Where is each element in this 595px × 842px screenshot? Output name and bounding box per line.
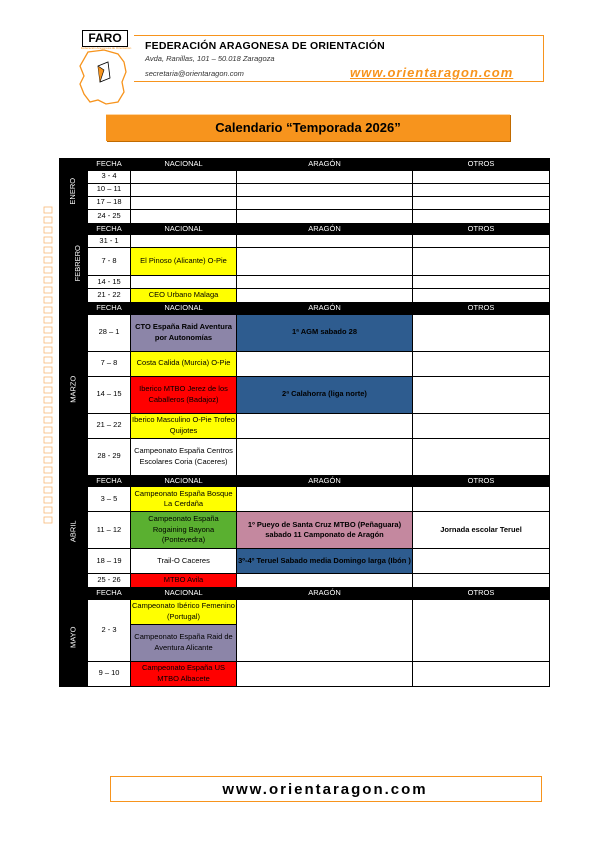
page-title: Calendario “Temporada 2026” — [215, 120, 401, 135]
date-cell: 7 - 8 — [88, 248, 131, 276]
date-cell: 11 – 12 — [88, 512, 131, 549]
aragon-cell — [237, 599, 413, 661]
nacional-cell: MTBO Avila — [131, 574, 237, 588]
col-aragon: ARAGÓN — [237, 475, 413, 487]
table-row — [60, 438, 550, 475]
table-row — [60, 209, 550, 223]
date-cell: 10 – 11 — [88, 183, 131, 196]
col-nacional: NACIONAL — [131, 223, 237, 235]
nacional-cell: Campeonato España Centros Escolares Coria (Caceres) — [131, 438, 237, 475]
aragon-cell — [237, 196, 413, 209]
date-cell: 14 - 15 — [88, 276, 131, 289]
otros-cell — [413, 487, 550, 512]
month-label: MAYO — [60, 588, 88, 687]
date-cell: 28 – 1 — [88, 314, 131, 351]
calendar-table — [59, 158, 550, 687]
otros-cell — [413, 170, 550, 183]
calendar-table-wrapper — [59, 158, 549, 687]
table-row — [60, 512, 550, 549]
otros-cell — [413, 314, 550, 351]
otros-cell — [413, 209, 550, 223]
table-row — [60, 661, 550, 686]
otros-cell — [413, 183, 550, 196]
col-otros: OTROS — [413, 475, 550, 487]
nacional-cell: CEO Urbano Malaga — [131, 289, 237, 303]
nacional-cell — [131, 170, 237, 183]
otros-cell — [413, 438, 550, 475]
otros-cell — [413, 661, 550, 686]
col-nacional: NACIONAL — [131, 303, 237, 315]
aragon-cell — [237, 351, 413, 376]
federation-email[interactable]: secretaria@orientaragon.com — [145, 69, 244, 78]
aragon-cell: 1ª AGM sabado 28 — [237, 314, 413, 351]
month-label: FEBRERO — [60, 223, 88, 303]
aragon-cell — [237, 438, 413, 475]
aragon-cell — [237, 413, 413, 438]
aragon-cell — [237, 276, 413, 289]
otros-cell — [413, 599, 550, 661]
date-cell: 25 - 26 — [88, 574, 131, 588]
header-row — [60, 223, 550, 235]
month-label: MARZO — [60, 303, 88, 476]
faro-logo-subtitle: Federación Aragonesa de Orientación — [80, 46, 132, 50]
aragon-cell: 3º-4º Teruel Sabado media Domingo larga (Ibón ) — [237, 549, 413, 574]
col-otros: OTROS — [413, 588, 550, 600]
federation-website[interactable]: www.orientaragon.com — [350, 65, 514, 80]
table-row — [60, 289, 550, 303]
col-nacional: NACIONAL — [131, 588, 237, 600]
table-row — [60, 248, 550, 276]
col-nacional: NACIONAL — [131, 475, 237, 487]
month-label: ENERO — [60, 159, 88, 224]
nacional-cell — [131, 235, 237, 248]
date-cell: 31 - 1 — [88, 235, 131, 248]
date-cell: 18 – 19 — [88, 549, 131, 574]
month-label: ABRIL — [60, 475, 88, 588]
aragon-map-logo — [74, 48, 134, 106]
nacional-cell: Campeonato Ibérico Femenino (Portugal) — [131, 599, 237, 624]
col-otros: OTROS — [413, 159, 550, 171]
otros-cell — [413, 574, 550, 588]
date-cell: 7 – 8 — [88, 351, 131, 376]
col-otros: OTROS — [413, 303, 550, 315]
col-aragon: ARAGÓN — [237, 303, 413, 315]
aragon-cell — [237, 235, 413, 248]
table-row — [60, 599, 550, 624]
date-cell: 17 – 18 — [88, 196, 131, 209]
otros-cell — [413, 351, 550, 376]
header-row — [60, 303, 550, 315]
federation-name: FEDERACIÓN ARAGONESA DE ORIENTACIÓN — [145, 40, 385, 52]
col-nacional: NACIONAL — [131, 159, 237, 171]
aragon-cell — [237, 574, 413, 588]
nacional-cell: Costa Calida (Murcia) O-Pie — [131, 351, 237, 376]
otros-cell — [413, 376, 550, 413]
header-row — [60, 475, 550, 487]
nacional-cell: Iberico MTBO Jerez de los Caballeros (Badajoz) — [131, 376, 237, 413]
table-row — [60, 235, 550, 248]
table-row — [60, 183, 550, 196]
date-cell: 21 – 22 — [88, 413, 131, 438]
nacional-cell — [131, 183, 237, 196]
nacional-cell — [131, 196, 237, 209]
date-cell: 21 - 22 — [88, 289, 131, 303]
nacional-cell: CTO España Raid Aventura por Autonomías — [131, 314, 237, 351]
table-row — [60, 487, 550, 512]
otros-cell — [413, 413, 550, 438]
nacional-cell — [131, 209, 237, 223]
col-otros: OTROS — [413, 223, 550, 235]
otros-cell — [413, 196, 550, 209]
col-fecha: FECHA — [88, 588, 131, 600]
nacional-cell: Campeonato España Rogaining Bayona (Pontevedra) — [131, 512, 237, 549]
otros-cell — [413, 235, 550, 248]
col-aragon: ARAGÓN — [237, 588, 413, 600]
col-fecha: FECHA — [88, 159, 131, 171]
date-cell: 24 - 25 — [88, 209, 131, 223]
otros-cell — [413, 549, 550, 574]
nacional-cell — [131, 276, 237, 289]
aragon-cell — [237, 248, 413, 276]
aragon-cell — [237, 209, 413, 223]
federation-address: Avda, Ranillas, 101 – 50.018 Zaragoza — [145, 54, 275, 63]
table-row — [60, 170, 550, 183]
nacional-cell: Campeonato España Bosque La Cerdaña — [131, 487, 237, 512]
col-aragon: ARAGÓN — [237, 223, 413, 235]
otros-cell — [413, 248, 550, 276]
aragon-cell — [237, 487, 413, 512]
aragon-cell — [237, 170, 413, 183]
col-aragon: ARAGÓN — [237, 159, 413, 171]
aragon-cell — [237, 289, 413, 303]
table-row — [60, 549, 550, 574]
date-cell: 14 – 15 — [88, 376, 131, 413]
date-cell: 3 - 4 — [88, 170, 131, 183]
table-row — [60, 574, 550, 588]
otros-cell: Jornada escolar Teruel — [413, 512, 550, 549]
footer-website[interactable]: www.orientaragon.com — [222, 781, 428, 798]
table-row — [60, 413, 550, 438]
otros-cell — [413, 276, 550, 289]
col-fecha: FECHA — [88, 223, 131, 235]
date-cell: 9 – 10 — [88, 661, 131, 686]
nacional-cell: Trail-O Caceres — [131, 549, 237, 574]
otros-cell — [413, 289, 550, 303]
nacional-cell: Iberico Masculino O-Pie Trofeo Quijotes — [131, 413, 237, 438]
col-fecha: FECHA — [88, 303, 131, 315]
table-row — [60, 196, 550, 209]
table-row — [60, 276, 550, 289]
col-fecha: FECHA — [88, 475, 131, 487]
header-row — [60, 588, 550, 600]
nacional-cell: Campeonato España Raid de Aventura Alicante — [131, 624, 237, 661]
table-row — [60, 351, 550, 376]
aragon-cell — [237, 661, 413, 686]
vertical-watermark — [42, 205, 54, 525]
nacional-cell: Campeonato España US MTBO Albacete — [131, 661, 237, 686]
date-cell: 3 – 5 — [88, 487, 131, 512]
table-row — [60, 314, 550, 351]
header-row — [60, 159, 550, 171]
date-cell: 2 - 3 — [88, 599, 131, 661]
aragon-cell: 2ª Calahorra (liga norte) — [237, 376, 413, 413]
date-cell: 28 - 29 — [88, 438, 131, 475]
faro-logo: FARO — [82, 30, 128, 47]
aragon-cell — [237, 183, 413, 196]
aragon-cell: 1º Pueyo de Santa Cruz MTBO (Peñaguara) sabado 11 Camponato de Aragón — [237, 512, 413, 549]
nacional-cell: El Pinoso (Alicante) O-Pie — [131, 248, 237, 276]
table-row — [60, 376, 550, 413]
